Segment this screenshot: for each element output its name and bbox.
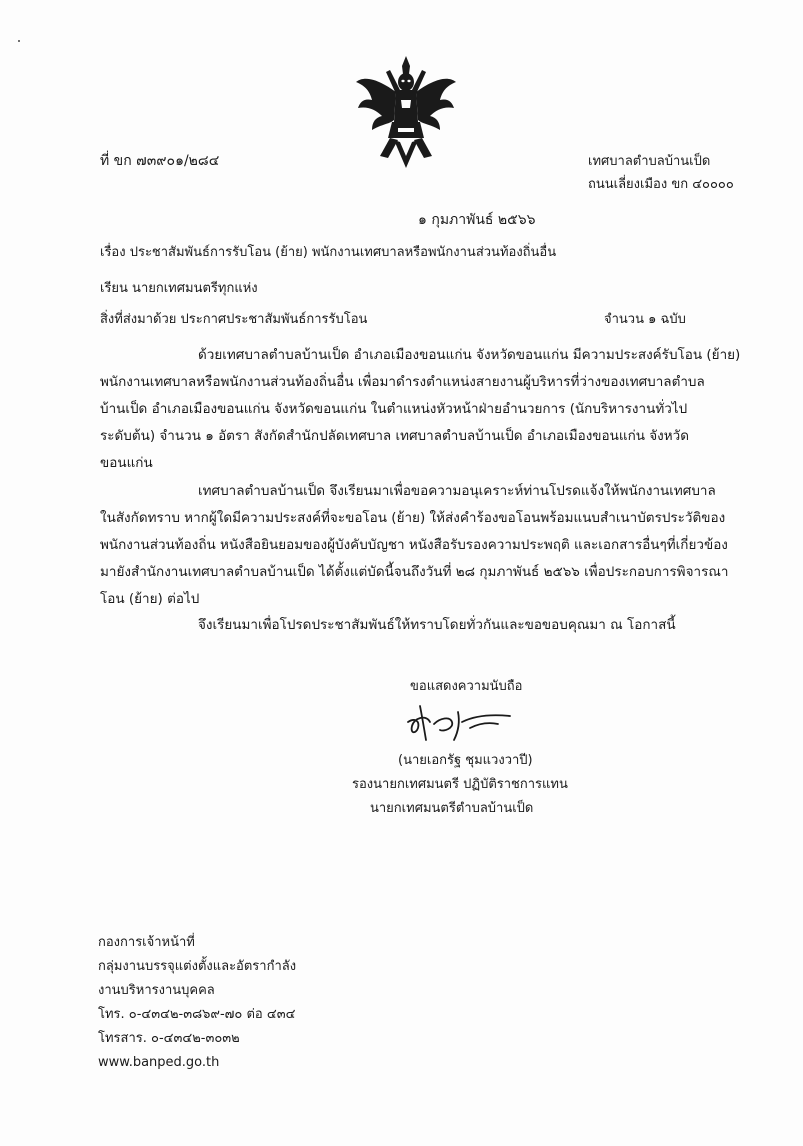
footer-unit: งานบริหารงานบุคคล xyxy=(98,983,215,998)
paragraph-line: ระดับต้น) จำนวน ๑ อัตรา สังกัดสำนักปลัดเทศบาล เทศบาลตำบลบ้านเป็ด อำเภอเมืองขอนแก่น จังหวัด xyxy=(100,428,690,444)
sender-name: เทศบาลตำบลบ้านเป็ด xyxy=(588,154,711,169)
paragraph-line: เทศบาลตำบลบ้านเป็ด จึงเรียนมาเพื่อขอความอนุเคราะห์ท่านโปรดแจ้งให้พนักงานเทศบาล xyxy=(198,483,716,499)
signatory-position-1: รองนายกเทศมนตรี ปฏิบัติราชการแทน xyxy=(352,777,568,792)
paragraph-line: พนักงานเทศบาลหรือพนักงานส่วนท้องถิ่นอื่น เพื่อมาดำรงตำแหน่งสายงานผู้บริหารที่ว่างของเทศบาลตำบล xyxy=(100,374,705,390)
body-paragraph-2 xyxy=(100,478,728,613)
footer-division: กองการเจ้าหน้าที่ xyxy=(98,935,195,950)
body-paragraph-1 xyxy=(100,342,740,477)
paragraph-line: โอน (ย้าย) ต่อไป xyxy=(100,591,200,607)
enclosure-quantity: จำนวน ๑ ฉบับ xyxy=(604,312,686,327)
scan-speck xyxy=(18,40,20,42)
signatory-position-2: นายกเทศมนตรีตำบลบ้านเป็ด xyxy=(370,801,534,816)
paragraph-line: มายังสำนักงานเทศบาลตำบลบ้านเป็ด ได้ตั้งแต่บัดนี้จนถึงวันที่ ๒๘ กุมภาพันธ์ ๒๕๖๖ เพื่อประกอบการพิจารณา xyxy=(100,564,729,580)
signatory-name: (นายเอกรัฐ ชุมแวงวาปี) xyxy=(398,753,533,768)
paragraph-line: ด้วยเทศบาลตำบลบ้านเป็ด อำเภอเมืองขอนแก่น จังหวัดขอนแก่น มีความประสงค์รับโอน (ย้าย) xyxy=(198,347,741,363)
footer-section: กลุ่มงานบรรจุแต่งตั้งและอัตรากำลัง xyxy=(98,959,297,974)
addressee-line: เรียน นายกเทศมนตรีทุกแห่ง xyxy=(100,281,258,296)
garuda-emblem-icon xyxy=(352,52,460,172)
paragraph-line: ขอนแก่น xyxy=(100,455,153,471)
signature-salutation: ขอแสดงความนับถือ xyxy=(410,679,523,694)
sender-address: ถนนเลี่ยงเมือง ขก ๔๐๐๐๐ xyxy=(588,177,734,192)
handwritten-signature-icon xyxy=(400,700,520,744)
paragraph-line: ในสังกัดทราบ หากผู้ใดมีความประสงค์ที่จะขอโอน (ย้าย) ให้ส่งคำร้องขอโอนพร้อมแนบสำเนาบัตรประวัติของ xyxy=(100,510,726,526)
subject-line: เรื่อง ประชาสัมพันธ์การรับโอน (ย้าย) พนักงานเทศบาลหรือพนักงานส่วนท้องถิ่นอื่น xyxy=(100,245,557,260)
enclosure-line: สิ่งที่ส่งมาด้วย ประกาศประชาสัมพันธ์การรับโอน xyxy=(100,312,368,327)
reference-number: ที่ ขก ๗๓๙๐๑/๒๘๔ xyxy=(100,153,220,169)
closing-paragraph: จึงเรียนมาเพื่อโปรดประชาสัมพันธ์ให้ทราบโดยทั่วกันและขอขอบคุณมา ณ โอกาสนี้ xyxy=(198,617,676,633)
footer-fax: โทรสาร. ๐-๔๓๔๒-๓๐๓๒ xyxy=(98,1031,240,1046)
footer-telephone: โทร. ๐-๔๓๔๒-๓๘๖๙-๗๐ ต่อ ๔๓๔ xyxy=(98,1007,296,1022)
paragraph-line: บ้านเป็ด อำเภอเมืองขอนแก่น จังหวัดขอนแก่น ในตำแหน่งหัวหน้าฝ่ายอำนวยการ (นักบริหารงานทั่วไป xyxy=(100,401,688,417)
paragraph-line: พนักงานส่วนท้องถิ่น หนังสือยินยอมของผู้บังคับบัญชา หนังสือรับรองความประพฤติ และเอกสารอื่นๆที่เกี่ยวข้อง xyxy=(100,537,728,553)
letter-date: ๑ กุมภาพันธ์ ๒๕๖๖ xyxy=(418,212,536,228)
footer-website: www.banped.go.th xyxy=(98,1055,220,1070)
